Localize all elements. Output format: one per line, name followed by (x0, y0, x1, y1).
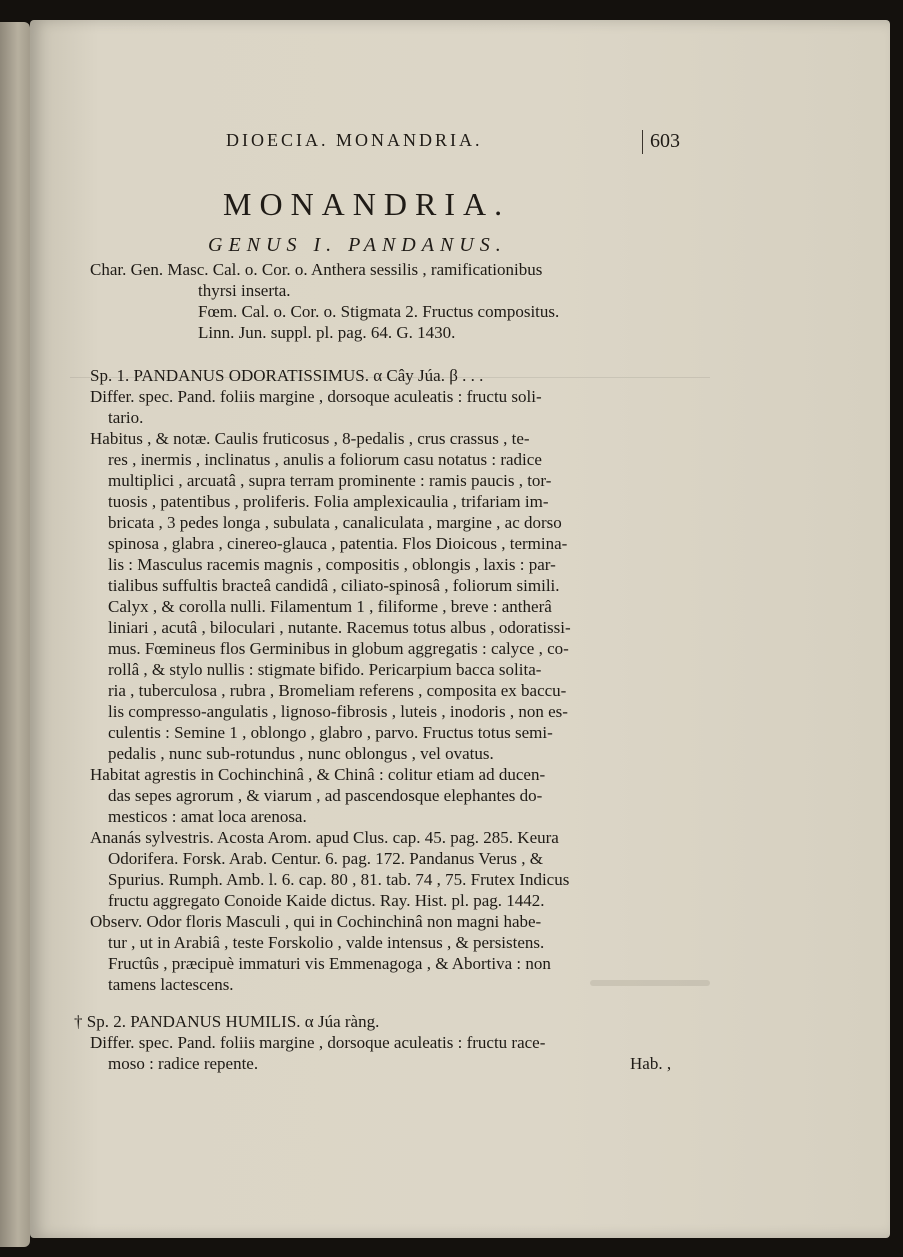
facing-page-edge (0, 22, 30, 1247)
text-line: lis : Masculus racemis magnis , compositis , oblongis , laxis : par- (108, 555, 556, 574)
text-line: rollâ , & stylo nullis : stigmate bifido. Pericarpium bacca solita- (108, 660, 542, 679)
text-line: Differ. spec. Pand. foliis margine , dorsoque aculeatis : fructu race- (90, 1033, 546, 1052)
text-line: Sp. 1. PANDANUS ODORATISSIMUS. α Cây Júa. β . . . (90, 366, 484, 385)
text-line: bricata , 3 pedes longa , subulata , canaliculata , margine , ac dorso (108, 513, 562, 532)
text-line: Habitus , & notæ. Caulis fruticosus , 8-pedalis , crus crassus , te- (90, 429, 530, 448)
text-line: Odorifera. Forsk. Arab. Centur. 6. pag. 172. Pandanus Verus , & (108, 849, 544, 868)
text-line: spinosa , glabra , cinereo-glauca , patentia. Flos Dioicous , termina- (108, 534, 568, 553)
text-line: lis compresso-angulatis , lignoso-fibrosis , luteis , inodoris , non es- (108, 702, 568, 721)
text-line: Char. Gen. Masc. Cal. o. Cor. o. Anthera sessilis , ramificationibus (90, 260, 543, 279)
text-line: Linn. Jun. suppl. pl. pag. 64. G. 1430. (198, 323, 456, 342)
book-page (30, 20, 890, 1238)
page-number: 603 (650, 130, 680, 152)
text-line: tuosis , patentibus , proliferis. Folia amplexicaulia , trifariam im- (108, 492, 549, 511)
text-line: tamens lactescens. (108, 975, 234, 994)
text-line: thyrsi inserta. (198, 281, 291, 300)
text-line: mesticos : amat loca arenosa. (108, 807, 307, 826)
text-line: Differ. spec. Pand. foliis margine , dorsoque aculeatis : fructu soli- (90, 387, 542, 406)
text-line: das sepes agrorum , & viarum , ad pascendosque elephantes do- (108, 786, 543, 805)
text-line: culentis : Semine 1 , oblongo , glabro , parvo. Fructus totus semi- (108, 723, 553, 742)
text-line: Calyx , & corolla nulli. Filamentum 1 , filiforme , breve : antherâ (108, 597, 552, 616)
text-line: Ananás sylvestris. Acosta Arom. apud Clus. cap. 45. pag. 285. Keura (90, 828, 559, 847)
running-head: DIOECIA. MONANDRIA. (226, 130, 483, 150)
text-line: moso : radice repente. (108, 1054, 259, 1073)
text-line: Habitat agrestis in Cochinchinâ , & Chinâ : colitur etiam ad ducen- (90, 765, 546, 784)
ink-bleed (590, 980, 710, 986)
text-line: Observ. Odor floris Masculi , qui in Cochinchinâ non magni habe- (90, 912, 542, 931)
text-line: Spurius. Rumph. Amb. l. 6. cap. 80 , 81. tab. 74 , 75. Frutex Indicus (108, 870, 570, 889)
text-line: Fructûs , præcipuè immaturi vis Emmenagoga , & Abortiva : non (108, 954, 551, 973)
text-line: Fœm. Cal. o. Cor. o. Stigmata 2. Fructus compositus. (198, 302, 560, 321)
text-line: tialibus suffultis bracteâ candidâ , ciliato-spinosâ , foliorum simili. (108, 576, 560, 595)
text-line: mus. Fœmineus flos Germinibus in globum aggregatis : calyce , co- (108, 639, 569, 658)
text-line: res , inermis , inclinatus , anulis a foliorum casu notatus : radice (108, 450, 542, 469)
catchword: Hab. , (630, 1054, 672, 1073)
text-line: † Sp. 2. PANDANUS HUMILIS. α Júa ràng. (74, 1012, 380, 1031)
genus-heading: GENUS I. PANDANUS. (208, 234, 507, 256)
text-line: tario. (108, 408, 144, 427)
section-title: MONANDRIA. (223, 186, 511, 222)
text-line: tur , ut in Arabiâ , teste Forskolio , valde intensus , & persistens. (108, 933, 545, 952)
text-line: pedalis , nunc sub-rotundus , nunc oblongus , vel ovatus. (108, 744, 494, 763)
text-line: liniari , acutâ , biloculari , nutante. Racemus totus albus , odoratissi- (108, 618, 571, 637)
text-line: fructu aggregato Conoide Kaide dictus. Ray. Hist. pl. pag. 1442. (108, 891, 545, 910)
text-line: multiplici , arcuatâ , supra terram prominente : ramis paucis , tor- (108, 471, 552, 490)
text-line: ria , tuberculosa , rubra , Bromeliam referens , composita ex baccu- (108, 681, 567, 700)
